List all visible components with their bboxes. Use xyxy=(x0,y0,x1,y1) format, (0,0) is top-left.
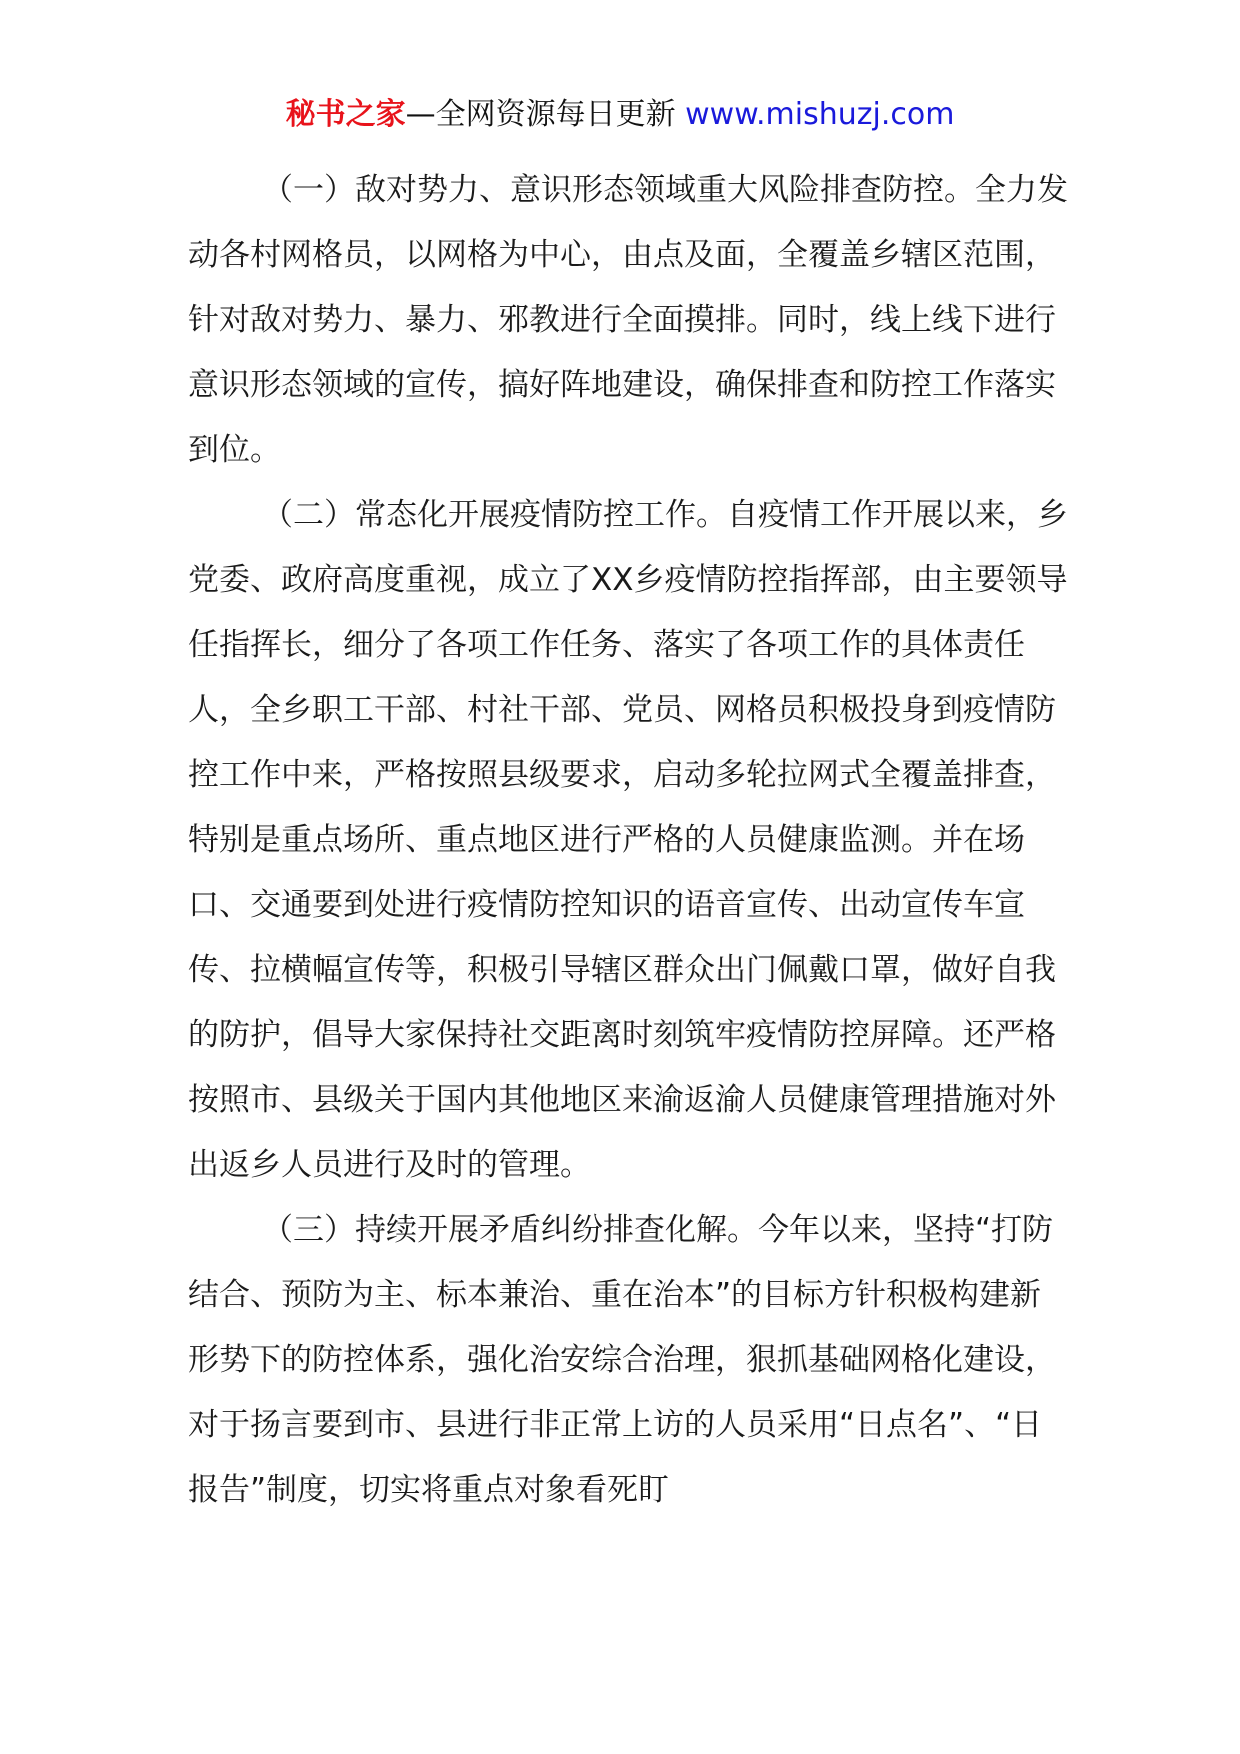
header-tagline: —全网资源每日更新 xyxy=(405,97,686,132)
watermark-header xyxy=(0,92,1240,138)
site-url-link[interactable]: www.mishuzj.com xyxy=(685,97,955,132)
document-body xyxy=(188,158,1068,1523)
paragraph-2: （二）常态化开展疫情防控工作。自疫情工作开展以来，乡党委、政府高度重视，成立了XX乡疫情防控指挥部，由主要领导任指挥长，细分了各项工作任务、落实了各项工作的具体责任人，全乡职工干部、村社干部、党员、网格员积极投身到疫情防控工作中来，严格按照县级要求，启动多轮拉网式全覆盖排查，特别是重点场所、重点地区进行严格的人员健康监测。并在场口、交通要到处进行疫情防控知识的语音宣传、出动宣传车宣传、拉横幅宣传等，积极引导辖区群众出门佩戴口罩，做好自我的防护，倡导大家保持社交距离时刻筑牢疫情防控屏障。还严格按照市、县级关于国内其他地区来渝返渝人员健康管理措施对外出返乡人员进行及时的管理。 xyxy=(188,497,1068,1183)
paragraph-3: （三）持续开展矛盾纠纷排查化解。今年以来，坚持“打防结合、预防为主、标本兼治、重在治本”的目标方针积极构建新形势下的防控体系，强化治安综合治理，狠抓基础网格化建设，对于扬言要到市、县进行非正常上访的人员采用“日点名”、“日报告”制度，切实将重点对象看死盯 xyxy=(188,1212,1056,1508)
paragraph-1: （一）敌对势力、意识形态领域重大风险排查防控。全力发动各村网格员，以网格为中心，由点及面，全覆盖乡辖区范围，针对敌对势力、暴力、邪教进行全面摸排。同时，线上线下进行意识形态领域的宣传，搞好阵地建设，确保排查和防控工作落实到位。 xyxy=(188,172,1068,468)
brand-name: 秘书之家 xyxy=(285,97,406,132)
